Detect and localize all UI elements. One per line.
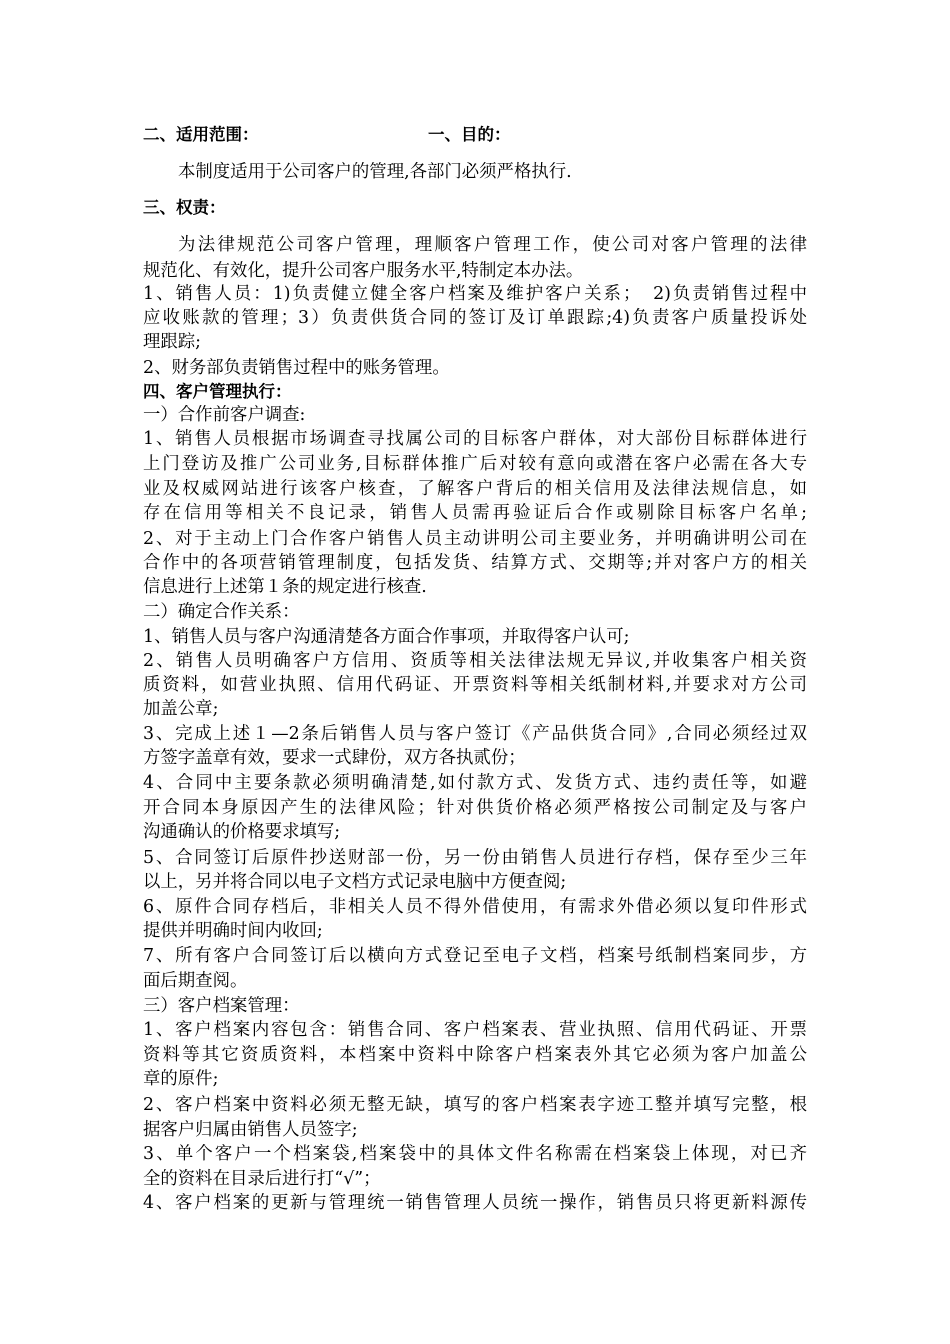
text-line: 开合同本身原因产生的法律风险；针对供货价格必须严格按公司制定及与客户 [143,798,807,818]
text-line: 应收账款的管理；3）负责供货合同的签订及订单跟踪;4)负责客户质量投诉处 [143,308,807,328]
text-line: 加盖公章; [143,699,219,719]
text-line: 2、客户档案中资料必须无整无缺，填写的客户档案表字迹工整并填写完整，根 [143,1095,807,1115]
text-line: 三）客户档案管理： [143,996,300,1016]
text-line: 上门登访及推广公司业务,目标群体推广后对较有意向或潜在客户必需在各大专 [143,454,807,474]
text-line: 业及权威网站进行该客户核查，了解客户背后的相关信用及法律法规信息，如 [143,479,807,499]
text-line: 一）合作前客户调查: [143,405,306,425]
text-line: 据客户归属由销售人员签字; [143,1120,358,1140]
text-line: 质资料，如营业执照、信用代码证、开票资料等相关纸制材料,并要求对方公司 [143,675,807,695]
scope-text: 本制度适用于公司客户的管理,各部门必须严格执行. [178,162,572,182]
text-line: 沟通确认的价格要求填写; [143,822,341,842]
text-line: 3、单个客户一个档案袋,档案袋中的具体文件名称需在档案袋上体现，对已齐 [143,1144,807,1164]
heading-duty: 三、权责： [143,198,226,217]
text-line: 2、销售人员明确客户方信用、资质等相关法律法规无异议,并收集客户相关资 [143,651,807,671]
text-line: 方签字盖章有效，要求一式肆份，双方各执贰份； [143,748,526,768]
text-line: 3、完成上述１—2条后销售人员与客户签订《产品供货合同》,合同必须经过双 [143,724,807,744]
text-line: 5、合同签订后原件抄送财部一份，另一份由销售人员进行存档，保存至少三年 [143,848,807,868]
text-line: 7、所有客户合同签订后以横向方式登记至电子文档，档案号纸制档案同步，方 [143,946,807,966]
section-heading: 四、客户管理执行： [143,382,292,401]
text-line: 面后期查阅。 [143,971,248,991]
text-line: 存在信用等相关不良记录，销售人员需再验证后合作或剔除目标客户名单; [143,503,807,523]
text-line: 4、合同中主要条款必须明确清楚,如付款方式、发货方式、违约责任等，如避 [143,773,807,793]
text-line: 理跟踪; [143,332,202,352]
text-line: 1、销售人员：1)负责健立健全客户档案及维护客户关系； 2)负责销售过程中 [143,284,807,304]
text-line: 2、财务部负责销售过程中的账务管理。 [143,358,450,378]
text-line: 信息进行上述第１条的规定进行核查. [143,577,427,597]
text-line: 提供并明确时间内收回; [143,921,323,941]
text-line: 为法律规范公司客户管理，理顺客户管理工作，使公司对客户管理的法律 [178,235,807,255]
text-line: 合作中的各项营销管理制度，包括发货、结算方式、交期等;并对客户方的相关 [143,553,807,573]
text-line: 全的资料在目录后进行打“√”； [143,1169,381,1189]
text-line: 以上，另并将合同以电子文档方式记录电脑中方便查阅; [143,872,567,892]
text-line: 资料等其它资质资料，本档案中资料中除客户档案表外其它必须为客户加盖公 [143,1045,807,1065]
text-line: 1、客户档案内容包含：销售合同、客户档案表、营业执照、信用代码证、开票 [143,1020,807,1040]
text-line: 规范化、有效化，提升公司客户服务水平,特制定本办法。 [143,261,584,281]
text-line: 1、销售人员根据市场调查寻找属公司的目标客户群体，对大部份目标群体进行 [143,429,807,449]
text-line: 1、销售人员与客户沟通清楚各方面合作事项，并取得客户认可; [143,627,630,647]
heading-purpose: 一、目的： [428,125,511,144]
text-line: 二）确定合作关系： [143,602,300,622]
text-line: 4、客户档案的更新与管理统一销售管理人员统一操作，销售员只将更新料源传 [143,1193,807,1213]
text-line: 2、对于主动上门合作客户销售人员主动讲明公司主要业务，并明确讲明公司在 [143,529,807,549]
heading-scope: 二、适用范围： [143,125,259,144]
text-line: 章的原件; [143,1069,219,1089]
text-line: 6、原件合同存档后，非相关人员不得外借使用，有需求外借必须以复印件形式 [143,897,807,917]
